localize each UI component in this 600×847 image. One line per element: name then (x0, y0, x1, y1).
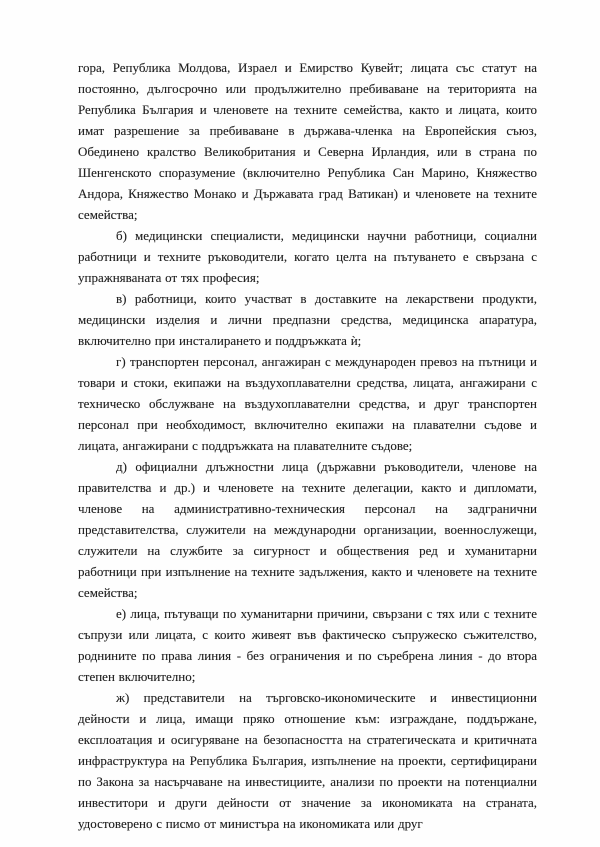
paragraph-item-g: г) транспортен персонал, ангажиран с международен превоз на пътници и товари и стоки, екипажи на въздухоплавателни средства, лицата, ангажирани с техническо обслужване на въздухоплавателни средства, и друг транспортен персонал при необходимост, включително екипажи на плавателни съдове и лицата, ангажирани с поддръжката на плавателните съдове; (78, 354, 537, 453)
paragraph-item-zh: ж) представители на търговско-икономическите и инвестиционни дейности и лица, имащи пряко отношение към: изграждане, поддържане, експлоатация и осигуряване на безопасността на стратегическата и критичната инфраструктура на Република България, изпълнение на проекти, сертифицирани по Закона за насърчаване на инвестициите, анализи по проекти на потенциални инвеститори и други дейности от значение за икономиката на страната, удостоверено с писмо от министъра на икономиката или друг (78, 690, 537, 831)
paragraph-continuation: гора, Република Молдова, Израел и Емирство Кувейт; лицата със статут на постоянно, дългосрочно или продължително пребиваване на територията на Република България и членовете на техните семейства, както и лицата, които имат разрешение за пребиваване в държава-членка на Европейския съюз, Обединено кралство Великобритания и Северна Ирландия, или в страна по Шенгенското споразумение (включително Република Сан Марино, Княжество Андора, Княжество Монако и Държавата град Ватикан) и членовете на техните семейства; (78, 60, 537, 222)
paragraph-item-d: д) официални длъжностни лица (държавни ръководители, членове на правителства и др.) и членовете на техните делегации, както и дипломати, членове на административно-техническия персонал на задгранични представителства, служители на международни организации, военнослужещи, служители на службите за сигурност и обществения ред и хуманитарни работници при изпълнение на техните задължения, както и членовете на техните семейства; (78, 459, 537, 600)
paragraph-item-e: е) лица, пътуващи по хуманитарни причини, свързани с тях или с техните съпрузи или лицата, с които живеят във фактическо съпружеско съжителство, роднините по права линия - без ограничения и по съребрена линия - до втора степен включително; (78, 606, 537, 684)
paragraph-item-v: в) работници, които участват в доставките на лекарствени продукти, медицински изделия и лични предпазни средства, медицинска апаратура, включително при инсталирането и поддръжката ѝ; (78, 291, 537, 348)
paragraph-item-b: б) медицински специалисти, медицински научни работници, социални работници и техните ръководители, когато целта на пътуването е свързана с упражняваната от тях професия; (78, 228, 537, 285)
